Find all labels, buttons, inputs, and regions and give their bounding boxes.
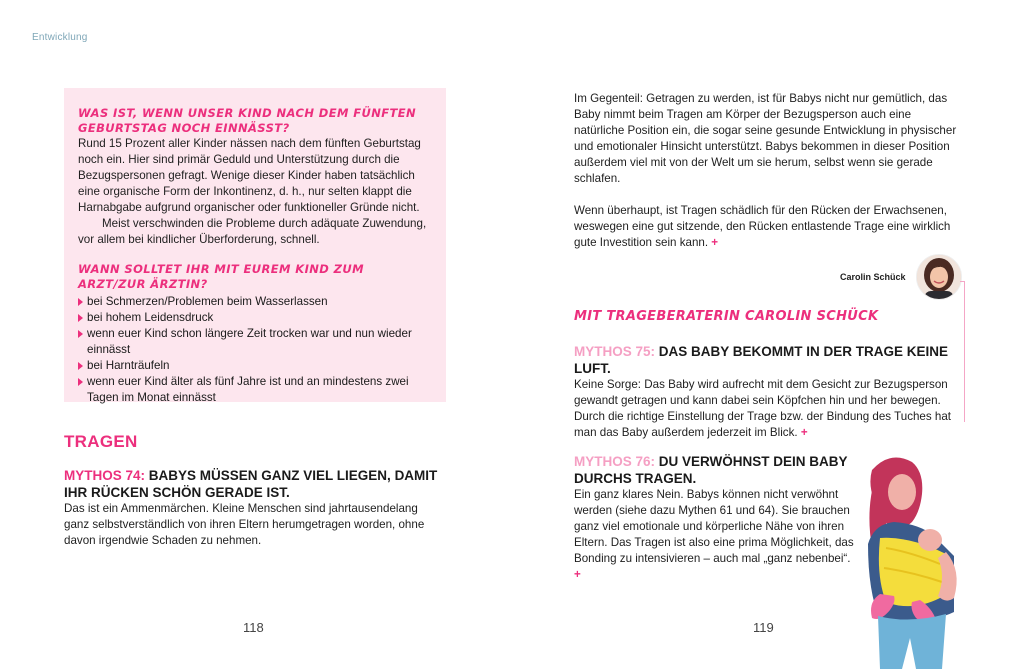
babywearing-illustration <box>850 452 970 669</box>
list-item: wenn euer Kind älter als fünf Jahre ist und an mindestens zwei Tagen im Monat einnässt <box>78 374 432 406</box>
myth-75-label: MYTHOS 75: <box>574 344 656 359</box>
doctor-reasons-list <box>78 294 432 406</box>
plus-icon: + <box>711 236 719 249</box>
myth-74-text: Das ist ein Ammenmärchen. Kleine Menschen sind jahrtausendelang ganz selbstverständlich von ihren Eltern herumgetragen worden, ohne davon irgendwie Schaden zu nehmen. <box>64 502 425 547</box>
myth-76-heading: DU VERWÖHNST DEIN BABY DURCHS TRAGEN. <box>574 454 848 486</box>
intro-paragraph-2-text: Wenn überhaupt, ist Tragen schädlich für den Rücken der Erwachsenen, weswegen eine gut sitzende, den Rücken entlastende Trage eine wirklich gute Investition sein kann. <box>574 204 951 249</box>
list-item: bei hohem Leidensdruck <box>78 310 432 326</box>
myth-75-heading: DAS BABY BEKOMMT IN DER TRAGE KEINE LUFT. <box>574 344 949 376</box>
q1-title-line2: GEBURTSTAG NOCH EINNÄSST? <box>78 121 290 135</box>
author-portrait-icon <box>917 255 961 299</box>
section-header: Entwicklung <box>32 32 88 43</box>
page-number-left: 118 <box>243 620 264 635</box>
intro-paragraph-1: Im Gegenteil: Getragen zu werden, ist für Babys nicht nur gemütlich, das Baby nimmt beim Tragen am Körper der Bezugsperson auch eine natürliche Position ein, die sogar seine gesunde Entwicklung in physischer und emotionaler Hinsicht unterstützt. Babys bekommen in dieser Position außerdem viel mit von der Welt um sie herum, selbst wenn sie gerade schlafen. <box>574 92 957 185</box>
myth-74-heading: BABYS MÜSSEN GANZ VIEL LIEGEN, DAMIT IHR RÜCKEN SCHÖN GERADE IST. <box>64 468 438 500</box>
q1-title-line1: WAS IST, WENN UNSER KIND NACH DEM FÜNFTEN <box>78 106 416 120</box>
intro-paragraph-2 <box>574 203 959 251</box>
section-title-trageberaterin: MIT TRAGEBERATERIN CAROLIN SCHÜCK <box>574 309 879 324</box>
myth-74-title <box>64 467 444 501</box>
author-name: Carolin Schück <box>840 272 906 282</box>
list-item: wenn euer Kind schon längere Zeit trocken war und nun wieder einnässt <box>78 326 432 358</box>
myth-75 <box>574 343 962 441</box>
myth-75-title <box>574 343 962 377</box>
info-box-question-2: WANN SOLLTET IHR MIT EUREM KIND ZUM ARZT/ZUR ÄRZTIN? <box>78 262 364 291</box>
page-number-right: 119 <box>753 620 774 635</box>
myth-74 <box>64 467 444 549</box>
myth-76-body: Ein ganz klares Nein. Babys können nicht verwöhnt werden (siehe dazu Mythen 61 und 64). Sie brauchen ganz viel emotionale und körperliche Nähe von ihren Eltern. Das Tragen ist also eine prima Möglichkeit, das Bonding zu intensivieren – auch mal „ganz nebenbei“. <box>574 488 854 565</box>
info-box <box>64 88 446 402</box>
q1-answer-p2: Meist verschwinden die Probleme durch adäquate Zuwendung, vor allem bei kindlicher Überforderung, schnell. <box>78 217 427 246</box>
list-item: bei Schmerzen/Problemen beim Wasserlassen <box>78 294 432 310</box>
intro-text <box>574 91 959 251</box>
plus-icon: + <box>800 426 808 439</box>
author-line <box>964 282 965 422</box>
info-box-question-1 <box>78 106 432 136</box>
q1-answer-p1: Rund 15 Prozent aller Kinder nässen nach dem fünften Geburtstag noch ein. Hier sind primär Geduld und Unterstützung durch die Bezugspersonen gefragt. Wenige dieser Kinder haben tatsächlich eine organische Form der Inkontinenz, d. h., nur selten klappt die Harnabgabe aufgrund organischer oder funktioneller Gründe nicht. <box>78 137 421 214</box>
avatar <box>916 254 962 300</box>
myth-76-label: MYTHOS 76: <box>574 454 656 469</box>
myth-76-text <box>574 487 859 583</box>
myth-76-title <box>574 453 859 487</box>
myth-74-label: MYTHOS 74: <box>64 468 146 483</box>
section-title-tragen: TRAGEN <box>64 432 138 451</box>
plus-icon: + <box>574 568 581 581</box>
myth-75-body: Keine Sorge: Das Baby wird aufrecht mit dem Gesicht zur Bezugsperson gewandt getragen und kann dabei sein Köpfchen hin und her bewegen. Durch die richtige Einstellung der Trage bzw. der Bindung des Tuches hat man das Baby außerdem jederzeit im Blick. <box>574 378 952 439</box>
list-item: bei Harnträufeln <box>78 358 432 374</box>
right-page <box>510 0 1020 669</box>
myth-76 <box>574 453 859 583</box>
myth-75-text <box>574 377 962 441</box>
